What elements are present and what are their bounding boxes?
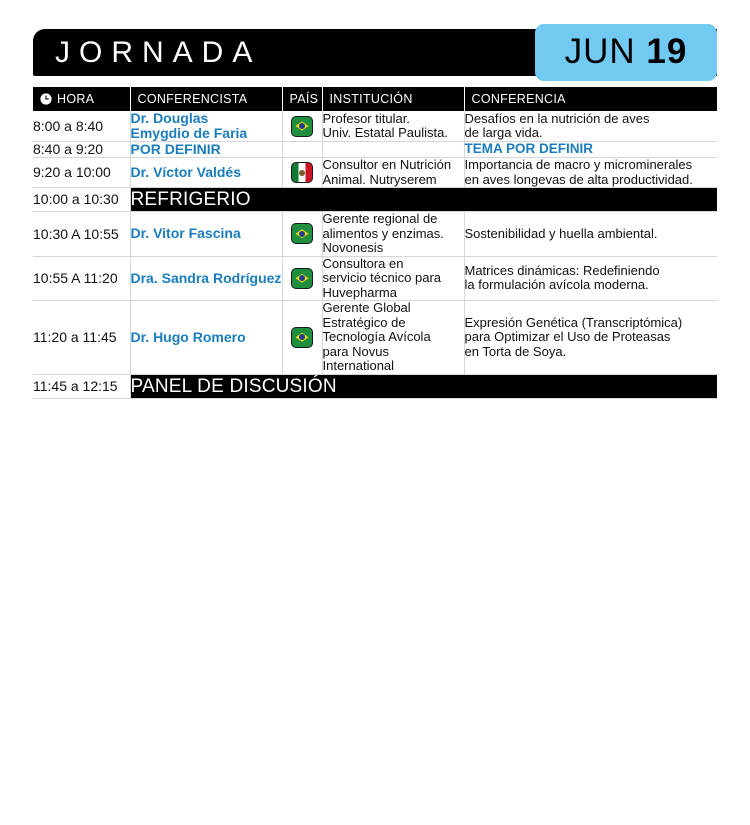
cell-conferencia: Desafíos en la nutrición de aves de larga vida.	[464, 110, 650, 140]
cell-conferencia: Matrices dinámicas: Redefiniendo la formulación avícola moderna.	[464, 262, 660, 293]
cell-conferencia: Importancia de macro y microminerales en aves longevas de alta productividad.	[464, 157, 693, 187]
cell-conferencista: Dr. Hugo Romero	[130, 301, 282, 375]
date-badge	[535, 24, 717, 81]
banner-label: PANEL DE DISCUSIÓN	[130, 374, 717, 398]
flag-mexico-icon	[291, 162, 313, 183]
flag-brazil-icon	[291, 268, 313, 289]
cell-hora: 11:45 a 12:15	[33, 374, 130, 398]
cell-pais	[282, 142, 322, 158]
flag-brazil-icon	[291, 116, 313, 137]
flag-brazil-icon	[291, 327, 313, 348]
cell-institucion: Gerente regional de alimentos y enzimas. Novonesis	[322, 212, 464, 257]
date-badge-day: 19	[646, 31, 688, 71]
cell-hora: 8:00 a 8:40	[33, 111, 130, 142]
table-row	[33, 142, 717, 158]
cell-hora: 11:20 a 11:45	[33, 301, 130, 375]
column-header-institucion: INSTITUCIÓN	[322, 87, 464, 111]
table-row-banner	[33, 374, 717, 398]
cell-pais	[282, 158, 322, 188]
cell-pais	[282, 301, 322, 375]
cell-hora: 10:00 a 10:30	[33, 188, 130, 212]
column-header-pais: PAÍS	[282, 87, 322, 111]
cell-pais	[282, 111, 322, 142]
cell-hora: 10:30 A 10:55	[33, 212, 130, 257]
date-badge-month: JUN	[564, 31, 636, 71]
table-row	[33, 111, 717, 142]
cell-conferencia: Sostenibilidad y huella ambiental.	[464, 225, 658, 241]
header	[33, 29, 717, 76]
cell-conferencista: Dr. Douglas Emygdio de Faria	[130, 111, 282, 142]
column-header-conferencia: CONFERENCIA	[471, 92, 566, 106]
cell-institucion: Consultor en Nutrición Animal. Nutryserem	[322, 158, 464, 188]
schedule-table	[33, 87, 717, 399]
table-row-banner	[33, 188, 717, 212]
table-row	[33, 301, 717, 375]
cell-hora: 10:55 A 11:20	[33, 256, 130, 301]
clock-icon	[40, 93, 52, 105]
table-row	[33, 212, 717, 257]
cell-institucion: Gerente Global Estratégico de Tecnología Avícola para Novus International	[322, 301, 464, 375]
date-badge-label	[565, 32, 688, 72]
table-body	[33, 111, 717, 398]
cell-conferencista: Dra. Sandra Rodríguez	[130, 256, 282, 301]
table-row	[33, 256, 717, 301]
cell-pais	[282, 212, 322, 257]
cell-pais	[282, 256, 322, 301]
column-header-hora	[33, 87, 130, 111]
cell-hora: 9:20 a 10:00	[33, 158, 130, 188]
cell-institucion: Profesor titular. Univ. Estatal Paulista.	[322, 111, 464, 142]
banner-label: REFRIGERIO	[130, 188, 717, 212]
cell-conferencista: Dr. Vitor Fascina	[130, 212, 282, 257]
column-header-hora-label: HORA	[57, 92, 95, 106]
table-header-row	[33, 87, 717, 111]
cell-institucion: Consultora en servicio técnico para Huvepharma	[322, 256, 464, 301]
cell-conferencista: POR DEFINIR	[130, 142, 282, 158]
cell-institucion	[322, 142, 464, 158]
cell-conferencia: TEMA POR DEFINIR	[464, 141, 594, 157]
flag-brazil-icon	[291, 223, 313, 244]
cell-conferencista: Dr. Víctor Valdés	[130, 158, 282, 188]
table-row	[33, 158, 717, 188]
page-title: JORNADA	[55, 36, 262, 69]
cell-conferencia: Expresión Genética (Transcriptómica) para Optimizar el Uso de Proteasas en Torta de Soya.	[464, 314, 683, 359]
cell-hora: 8:40 a 9:20	[33, 142, 130, 158]
column-header-conferencista: CONFERENCISTA	[130, 87, 282, 111]
